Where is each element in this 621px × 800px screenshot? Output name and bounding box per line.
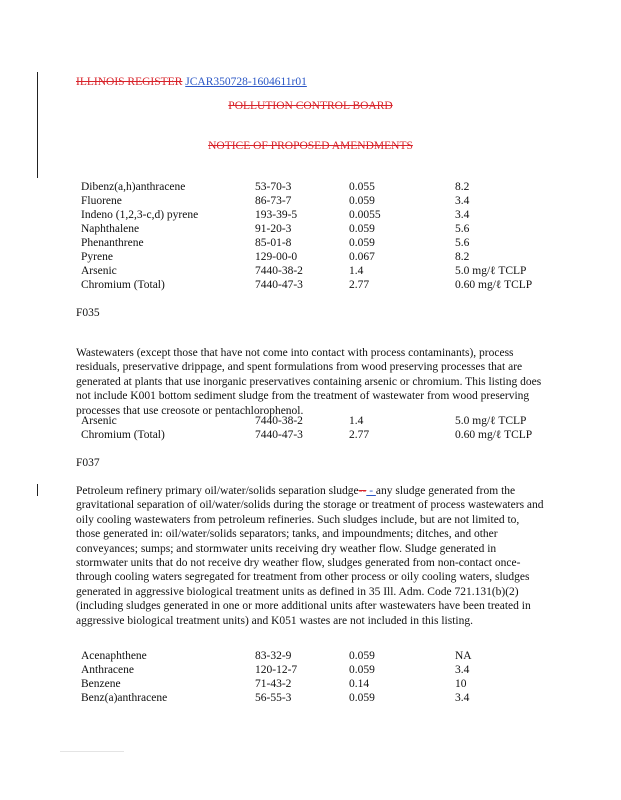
wastewater-standard: 0.14 xyxy=(349,678,370,690)
wastewater-standard: 0.055 xyxy=(349,181,375,193)
wastewater-standard: 0.059 xyxy=(349,692,375,704)
constituent-name: Arsenic xyxy=(81,415,117,427)
f037-label: F037 xyxy=(76,457,100,469)
nonwastewater-standard: 10 xyxy=(455,678,467,690)
constituent-name: Acenaphthene xyxy=(81,650,147,662)
cas-number: 129-00-0 xyxy=(255,251,298,263)
nonwastewater-standard: 3.4 xyxy=(455,664,470,676)
constituent-name: Benz(a)anthracene xyxy=(81,692,168,704)
wastewater-standard: 0.059 xyxy=(349,664,375,676)
cas-number: 91-20-3 xyxy=(255,223,292,235)
constituent-name: Pyrene xyxy=(81,251,113,263)
f037-inserted-dash: - xyxy=(366,485,376,497)
board-title: POLLUTION CONTROL BOARD xyxy=(228,100,393,112)
wastewater-standard: 0.059 xyxy=(349,195,375,207)
register-header xyxy=(76,76,307,88)
nonwastewater-standard: 8.2 xyxy=(455,181,470,193)
cas-number: 7440-47-3 xyxy=(255,279,303,291)
cas-number: 7440-38-2 xyxy=(255,415,303,427)
nonwastewater-standard: 5.0 mg/ℓ TCLP xyxy=(455,415,527,427)
nonwastewater-standard: 3.4 xyxy=(455,209,470,221)
constituent-name: Chromium (Total) xyxy=(81,429,165,441)
constituent-name: Fluorene xyxy=(81,195,122,207)
nonwastewater-standard: 5.6 xyxy=(455,223,470,235)
nonwastewater-standard: 5.0 mg/ℓ TCLP xyxy=(455,265,527,277)
wastewater-standard: 2.77 xyxy=(349,279,370,291)
wastewater-standard: 0.059 xyxy=(349,223,375,235)
f037-struck-dash: -- xyxy=(358,485,367,497)
wastewater-standard: 1.4 xyxy=(349,265,364,277)
nonwastewater-standard: 8.2 xyxy=(455,251,470,263)
f037-description xyxy=(76,484,546,628)
constituent-name: Chromium (Total) xyxy=(81,279,165,291)
footer-divider xyxy=(60,751,124,752)
f035-label: F035 xyxy=(76,307,100,319)
change-bar-top xyxy=(37,72,38,178)
wastewater-standard: 0.059 xyxy=(349,650,375,662)
cas-number: 7440-47-3 xyxy=(255,429,303,441)
register-struck-text: ILLINOIS REGISTER xyxy=(76,76,183,88)
wastewater-standard: 0.067 xyxy=(349,251,375,263)
wastewater-standard: 1.4 xyxy=(349,415,364,427)
nonwastewater-standard: NA xyxy=(455,650,472,662)
constituent-name: Naphthalene xyxy=(81,223,140,235)
f035-description: Wastewaters (except those that have not come into contact with process contaminants), process residuals, preservative drippage, and spent formulations from wood preserving processes that are generated at plants that use inorganic preservatives containing arsenic or chromium. This listing does not include K001 bottom sediment sludge from the treatment of wastewater from wood preserving processes that use creosote or pentachlorophenol. xyxy=(76,347,542,417)
constituent-name: Benzene xyxy=(81,678,121,690)
change-bar-middle xyxy=(37,484,38,496)
cas-number: 7440-38-2 xyxy=(255,265,303,277)
constituent-name: Arsenic xyxy=(81,265,117,277)
nonwastewater-standard: 0.60 mg/ℓ TCLP xyxy=(455,429,533,441)
constituent-name: Phenanthrene xyxy=(81,237,144,249)
register-inserted-text: JCAR350728-1604611r01 xyxy=(185,76,307,88)
f037-text-start: Petroleum refinery primary oil/water/solids separation sludge xyxy=(76,485,359,497)
cas-number: 53-70-3 xyxy=(255,181,292,193)
cas-number: 83-32-9 xyxy=(255,650,292,662)
cas-number: 71-43-2 xyxy=(255,678,292,690)
wastewater-standard: 0.059 xyxy=(349,237,375,249)
cas-number: 120-12-7 xyxy=(255,664,298,676)
notice-title: NOTICE OF PROPOSED AMENDMENTS xyxy=(208,140,413,152)
constituent-name: Indeno (1,2,3-c,d) pyrene xyxy=(81,209,199,221)
nonwastewater-standard: 3.4 xyxy=(455,195,470,207)
wastewater-standard: 2.77 xyxy=(349,429,370,441)
constituent-name: Dibenz(a,h)anthracene xyxy=(81,181,186,193)
cas-number: 193-39-5 xyxy=(255,209,298,221)
cas-number: 56-55-3 xyxy=(255,692,292,704)
cas-number: 85-01-8 xyxy=(255,237,292,249)
f037-text-rest: any sludge generated from the gravitational separation of oil/water/solids during the storage or treatment of process wastewaters and oily cooling wastewaters from petroleum refineries. Such sludges include, but are not limited to, those generated in: oil/water/solids separators; tanks, and impoundments; ditches, and other conveyances; sumps; and stormwater units receiving dry weather flow. Sludge generated in stormwater units that do not receive dry weather flow, sludges generated from non-contact once-through cooling waters segregated for treatment from other process or oily cooling waters, sludges generated in aggressive biological treatment units as defined in 35 Ill. Adm. Code 721.131(b)(2) (including sludges generated in one or more additional units after wastewaters have been treated in aggressive biological treatment units) and K051 wastes are not included in this listing. xyxy=(76,485,544,627)
cas-number: 86-73-7 xyxy=(255,195,292,207)
constituent-name: Anthracene xyxy=(81,664,134,676)
nonwastewater-standard: 0.60 mg/ℓ TCLP xyxy=(455,279,533,291)
wastewater-standard: 0.0055 xyxy=(349,209,381,221)
nonwastewater-standard: 3.4 xyxy=(455,692,470,704)
nonwastewater-standard: 5.6 xyxy=(455,237,470,249)
